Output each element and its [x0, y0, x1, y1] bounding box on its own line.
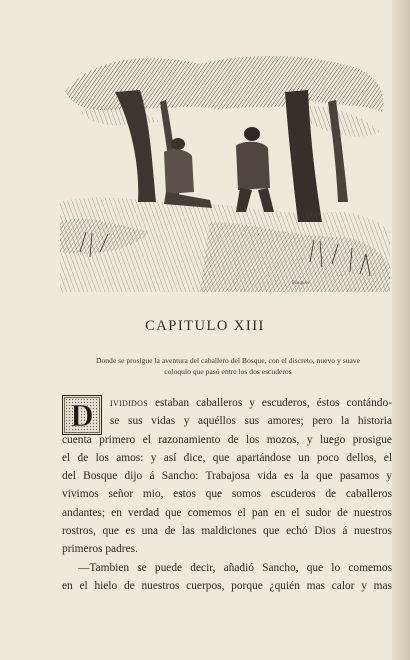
drop-cap-letter: D	[70, 397, 94, 433]
body-line-1	[62, 394, 392, 412]
initial-word-smallcaps: ivididos	[110, 397, 148, 409]
body-line-2: se sus vidas y aquéllos sus amores; pero la historia	[110, 415, 392, 428]
svg-text:Pasquier: Pasquier	[292, 281, 311, 286]
body-line-3: cuenta primero el razonamiento de los mozos, y luego prosigue	[62, 433, 392, 446]
summary-line-2: coloquio que pasó entre los dos escuderos	[164, 367, 292, 376]
body-line-7: andantes; en verdad que comemos el pan en el sudor de nuestros	[62, 506, 392, 519]
body-line-9: primeros padres.	[62, 543, 138, 556]
body-line-1-rest: estaban caballeros y escuderos, éstos contándo-	[147, 397, 392, 409]
body-line-6: vivimos señor mio, estos que somos escuderos de caballeros	[62, 488, 392, 501]
body-line-5: del Bosque dijo á Sancho: Trabajosa vida es la que pasamos y	[62, 470, 392, 483]
body-line-10: —Tambien se puede decir, añadió Sancho, que lo comemos	[78, 561, 392, 574]
summary-line-1: Donde se prosigue la aventura del caballero del Bosque, con el discreto, nuevo y suave	[95, 356, 360, 365]
body-line-4: el de los amos: y así dice, que apartándose un poco dellos, el	[62, 451, 392, 464]
body-line-8: rostros, que es una de las maldiciones que echó Dios á nuestros	[62, 525, 392, 538]
chapter-title: CAPITULO XIII	[145, 318, 265, 334]
chapter-summary	[78, 355, 378, 377]
body-line-11: en el hielo de nuestros cuerpos, porque ¿quién mas calor y mas	[62, 579, 392, 592]
engraving-illustration	[60, 52, 390, 292]
body-text	[62, 394, 392, 595]
